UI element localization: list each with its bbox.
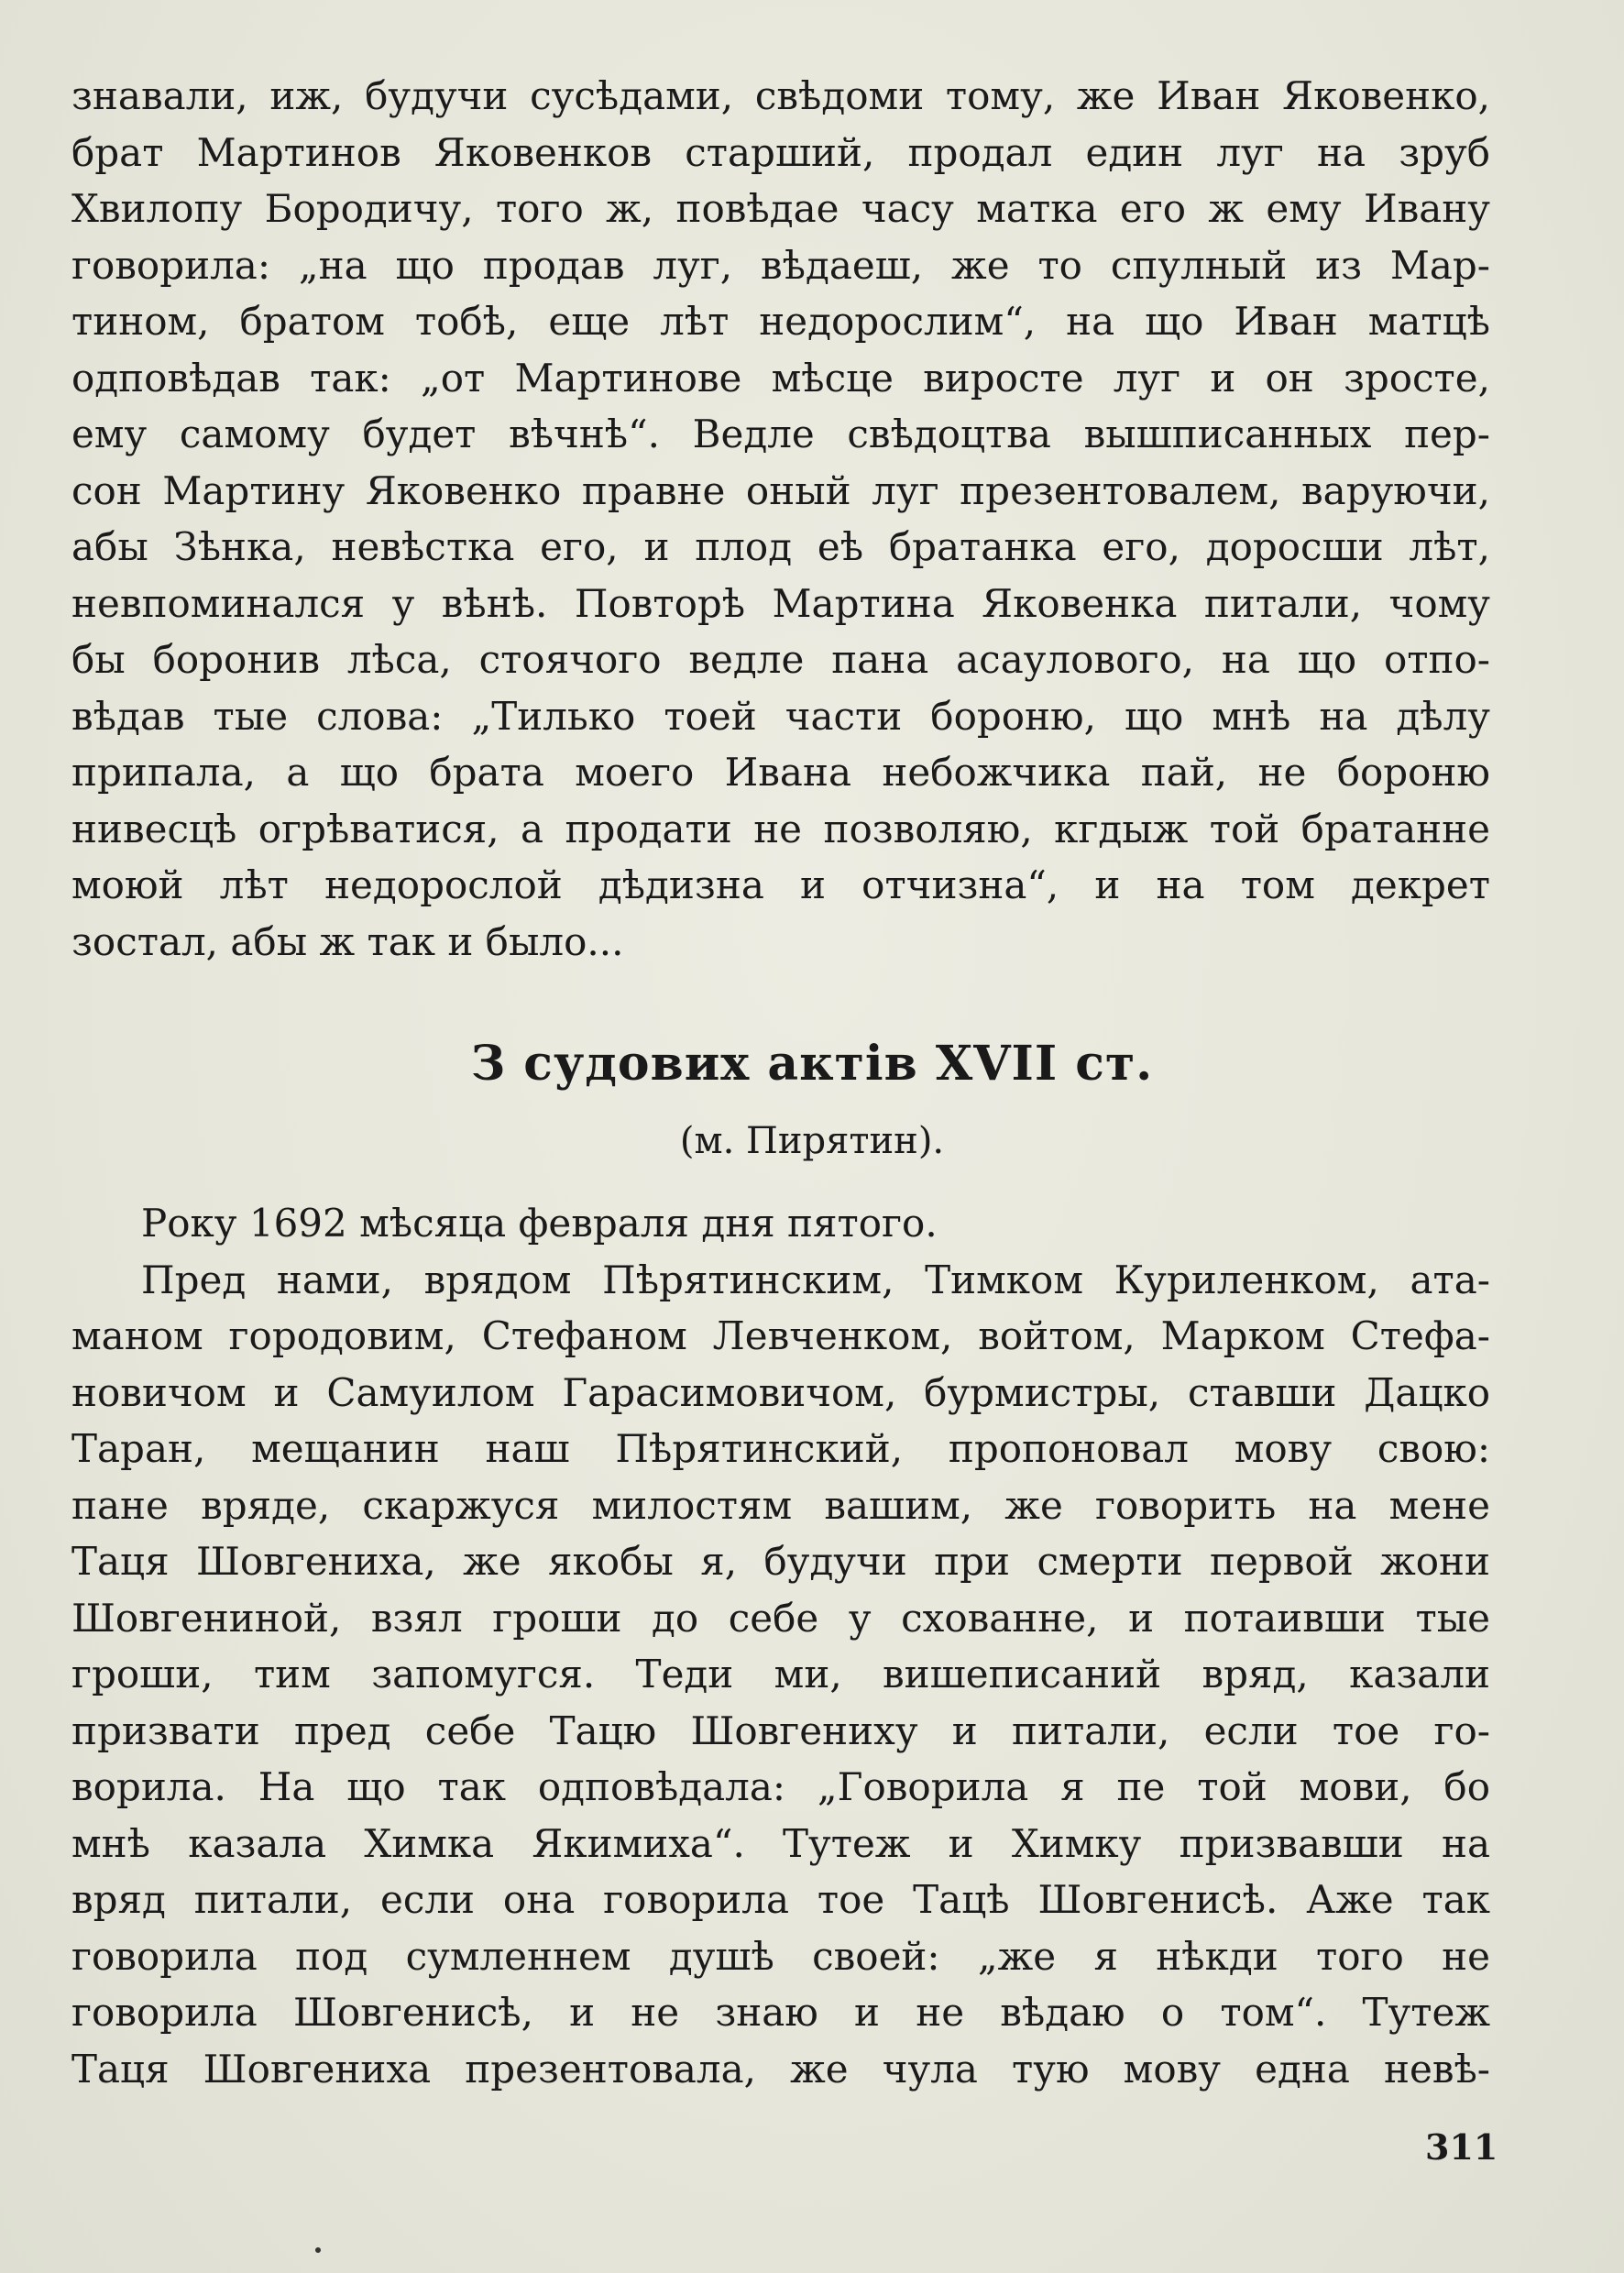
text-line: припала, а що брата моего Ивана небожчика пай, не бороню [71, 750, 1490, 795]
text-line: невпоминался у вѣнѣ. Повторѣ Мартина Яковенка питали, чому [71, 580, 1490, 626]
text-line: знавали, иж, будучи сусѣдами, свѣдоми тому, же Иван Яковенко, [71, 73, 1490, 118]
text-line: Хвилопу Бородичу, того ж, повѣдае часу матка его ж ему Ивану [71, 186, 1490, 231]
top-paragraph [71, 68, 1490, 970]
text-line: призвати пред себе Тацю Шовгениху и питали, если тое го- [71, 1707, 1490, 1753]
date-line: Року 1692 мѣсяца февраля дня пятого. [141, 1201, 938, 1246]
text-line: пане вряде, скаржуся милостям вашим, же говорить на мене [71, 1482, 1490, 1528]
text-line: зостал, абы ж так и было... [71, 918, 624, 964]
text-line: новичом и Самуилом Гарасимовичом, бурмистры, ставши Дацко [71, 1369, 1490, 1415]
text-line: брат Мартинов Яковенков старший, продал един луг на зруб [71, 129, 1490, 175]
text-line: сон Мартину Яковенко правне оный луг презентовалем, варуючи, [71, 467, 1490, 513]
text-line: тином, братом тобѣ, еще лѣт недорослим“, на що Иван матцѣ [71, 299, 1490, 344]
text-line: ему самому будет вѣчнѣ“. Ведле свѣдоцтва вышписанных пер- [71, 412, 1490, 456]
text-line: гроши, тим запомугся. Теди ми, вишеписаний вряд, казали [71, 1652, 1490, 1697]
text-line: абы Зѣнка, невѣстка его, и плод еѣ братанка его, доросши лѣт, [71, 524, 1490, 569]
text-line: одповѣдав так: „от Мартинове мѣсце виросте луг и он зросте, [71, 355, 1490, 401]
text-line: мнѣ казала Химка Якимиха“. Тутеж и Химку призвавши на [71, 1820, 1490, 1866]
scan-speck [315, 2247, 321, 2253]
section-subtitle: (м. Пирятин). [679, 1120, 945, 1162]
text-line: Пред нами, врядом Пѣрятинским, Тимком Куриленком, ата- [141, 1257, 1490, 1302]
text-line: говорила Шовгенисѣ, и не знаю и не вѣдаю о том“. Тутеж [71, 1990, 1490, 2035]
text-line: бы боронив лѣса, стоячого ведле пана асаулового, на що отпо- [71, 637, 1490, 682]
section-title: З судових актів XVII ст. [470, 1036, 1154, 1092]
text-line: моюй лѣт недорослой дѣдизна и отчизна“, и на том декрет [71, 862, 1490, 907]
text-line: вѣдав тые слова: „Тилько тоей части бороню, що мнѣ на дѣлу [71, 693, 1490, 739]
page-number: 311 [1425, 2126, 1498, 2168]
bottom-paragraph [71, 1195, 1490, 2097]
text-line: говорила: „на що продав луг, вѣдаеш, же то спулный из Мар- [71, 242, 1490, 288]
text-line: ворила. На що так одповѣдала: „Говорила я пе той мови, бо [71, 1764, 1490, 1809]
text-line: Таран, мещанин наш Пѣрятинский, пропоновал мову свою: [71, 1426, 1490, 1471]
text-line: нивесцѣ огрѣватися, а продати не позволяю, кгдыж той братанне [71, 806, 1490, 851]
text-line: маном городовим, Стефаном Левченком, войтом, Марком Стефа- [71, 1313, 1490, 1358]
text-line: говорила под сумленнем душѣ своей: „же я нѣкди того не [71, 1933, 1490, 1979]
text-line: вряд питали, если она говорила тое Тацѣ Шовгенисѣ. Аже так [71, 1877, 1490, 1922]
text-line: Таця Шовгениха презентовала, же чула тую мову една невѣ- [71, 2046, 1490, 2092]
text-line: Таця Шовгениха, же якобы я, будучи при смерти первой жони [71, 1539, 1490, 1584]
text-line: Шовгениной, взял гроши до себе у схованне, и потаивши тые [71, 1595, 1490, 1641]
